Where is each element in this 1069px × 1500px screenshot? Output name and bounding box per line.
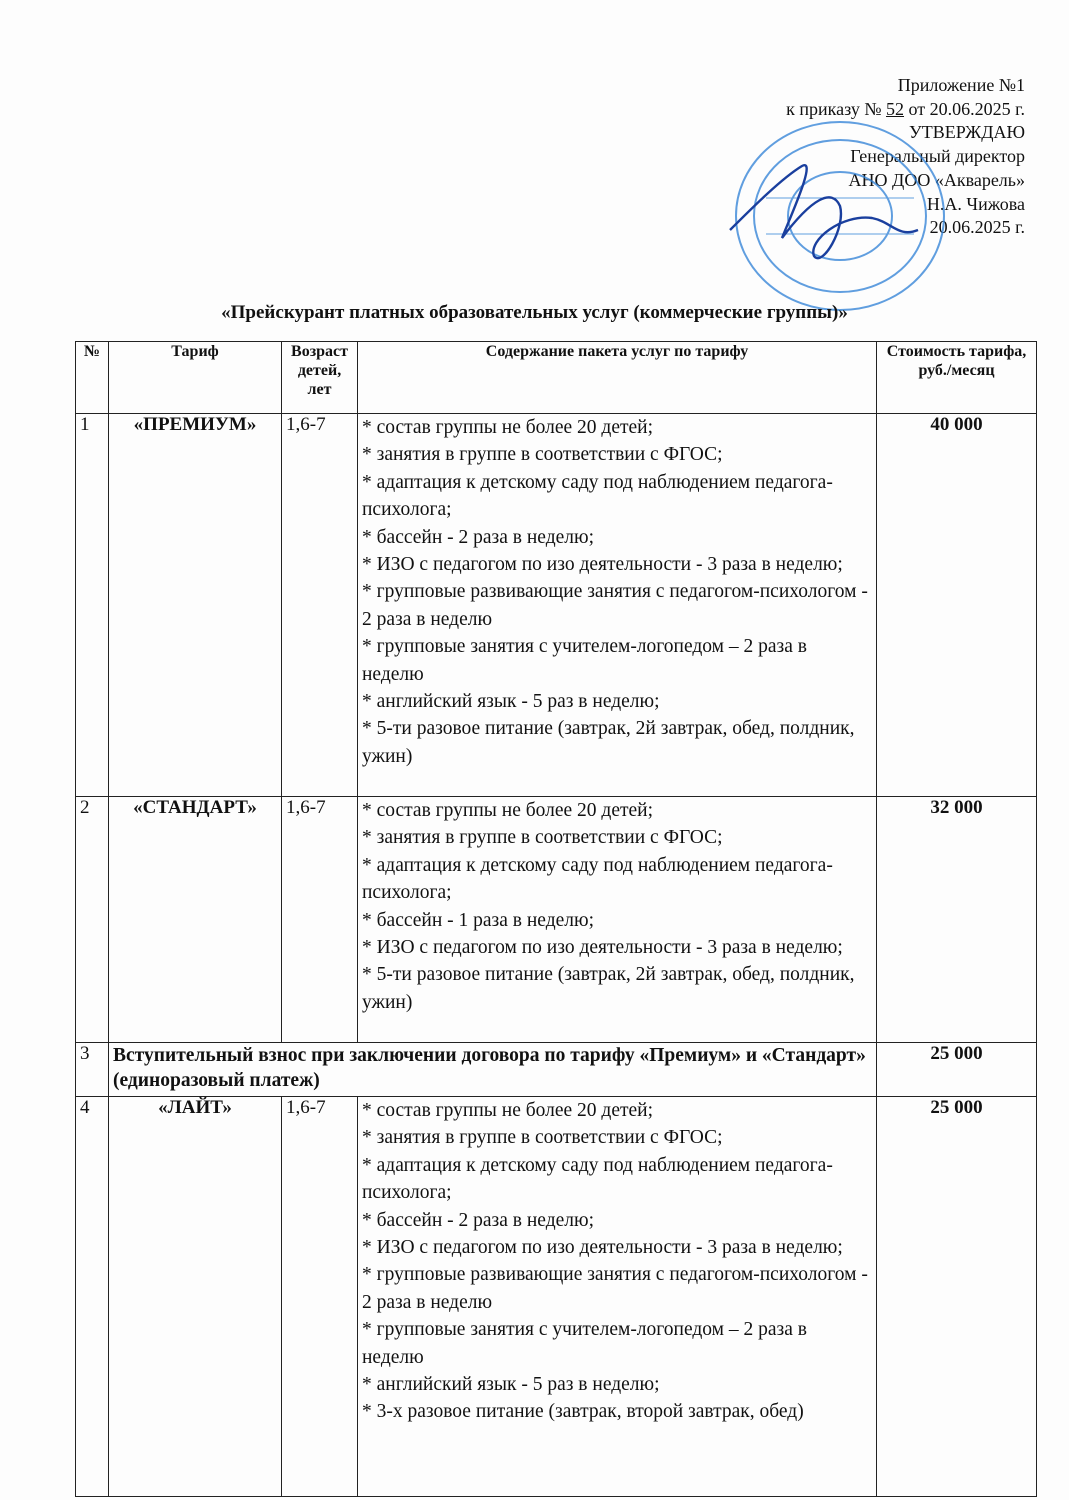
tariff-age: 1,6-7	[282, 1097, 358, 1497]
tariff-name: «ПРЕМИУМ»	[109, 414, 282, 797]
order-suffix: от 20.06.2025 г.	[904, 98, 1025, 119]
content-item: * английский язык - 5 раз в неделю;	[362, 691, 660, 713]
table-row	[76, 1097, 1037, 1497]
appendix-label: Приложение №1	[897, 75, 1025, 95]
content-item: * состав группы не более 20 детей;	[362, 800, 654, 821]
tariff-name: «ЛАЙТ»	[109, 1097, 282, 1497]
order-number: 52	[886, 98, 905, 119]
content-item: * английский язык - 5 раз в неделю;	[362, 1374, 660, 1396]
signature-mark	[730, 165, 918, 258]
tariff-content	[358, 797, 877, 1043]
content-item: * 5-ти разовое питание (завтрак, 2й завтрак, обед, полдник, ужин)	[362, 718, 855, 767]
tariff-age: 1,6-7	[282, 797, 358, 1043]
approve-label: УТВЕРЖДАЮ	[908, 122, 1025, 143]
content-item: * адаптация к детскому саду под наблюдением педагога-психолога;	[362, 471, 833, 521]
row-number: 3	[76, 1043, 109, 1097]
stamp-seal	[722, 118, 958, 318]
entry-fee-price: 25 000	[877, 1043, 1037, 1097]
tariff-content	[358, 414, 877, 797]
row-number: 4	[76, 1097, 109, 1497]
header-number: №	[76, 342, 109, 414]
content-item: * занятия в группе в соответствии с ФГОС;	[362, 444, 723, 466]
content-item: * состав группы не более 20 детей;	[362, 1100, 654, 1121]
director-position: Генеральный директор	[850, 146, 1025, 167]
header-age: Возраст детей, лет	[282, 342, 358, 414]
content-item: * 3-х разовое питание (завтрак, второй завтрак, обед)	[362, 1401, 804, 1423]
content-item: * ИЗО с педагогом по изо деятельности - 3 раза в неделю;	[362, 937, 843, 959]
tariff-name: «СТАНДАРТ»	[109, 797, 282, 1043]
content-item: * бассейн - 2 раза в неделю;	[362, 1209, 594, 1231]
tariff-price: 32 000	[877, 797, 1037, 1043]
content-item: * состав группы не более 20 детей;	[362, 417, 654, 438]
entry-fee-text: Вступительный взнос при заключении договора по тарифу «Премиум» и «Стандарт» (единоразовый платеж)	[109, 1043, 877, 1097]
content-item: * 5-ти разовое питание (завтрак, 2й завтрак, обед, полдник, ужин)	[362, 964, 855, 1013]
approval-date: 20.06.2025 г.	[929, 217, 1025, 238]
tariff-price: 25 000	[877, 1097, 1037, 1497]
tariff-price: 40 000	[877, 414, 1037, 797]
content-item: * занятия в группе в соответствии с ФГОС;	[362, 827, 723, 849]
header-tariff: Тариф	[109, 342, 282, 414]
row-number: 1	[76, 414, 109, 797]
table-header-row	[76, 342, 1037, 414]
content-item: * занятия в группе в соответствии с ФГОС;	[362, 1127, 723, 1149]
content-item: * адаптация к детскому саду под наблюдением педагога-психолога;	[362, 854, 833, 904]
table-row	[76, 414, 1037, 797]
tariff-age: 1,6-7	[282, 414, 358, 797]
table-row	[76, 797, 1037, 1043]
row-number: 2	[76, 797, 109, 1043]
content-item: * групповые развивающие занятия с педагогом-психологом - 2 раза в неделю	[362, 581, 868, 630]
content-item: * групповые занятия с учителем-логопедом – 2 раза в неделю	[362, 1319, 807, 1368]
content-item: * групповые занятия с учителем-логопедом – 2 раза в неделю	[362, 636, 807, 685]
content-item: * бассейн - 2 раза в неделю;	[362, 526, 594, 548]
header-price: Стоимость тарифа, руб./месяц	[877, 342, 1037, 414]
table-row	[76, 1043, 1037, 1097]
header-content: Содержание пакета услуг по тарифу	[358, 342, 877, 414]
director-name: Н.А. Чижова	[926, 193, 1025, 214]
content-item: * адаптация к детскому саду под наблюдением педагога-психолога;	[362, 1154, 833, 1204]
document-title: «Прейскурант платных образовательных услуг (коммерческие группы)»	[221, 302, 848, 323]
tariff-content	[358, 1097, 877, 1497]
organization-name: АНО ДОО «Акварель»	[848, 169, 1025, 190]
content-item: * ИЗО с педагогом по изо деятельности - 3 раза в неделю;	[362, 1237, 843, 1259]
price-table	[75, 341, 1037, 1497]
content-item: * бассейн - 1 раза в неделю;	[362, 909, 594, 931]
content-item: * ИЗО с педагогом по изо деятельности - 3 раза в неделю;	[362, 554, 843, 576]
content-item: * групповые развивающие занятия с педагогом-психологом - 2 раза в неделю	[362, 1264, 868, 1313]
order-prefix: к приказу №	[786, 98, 887, 119]
